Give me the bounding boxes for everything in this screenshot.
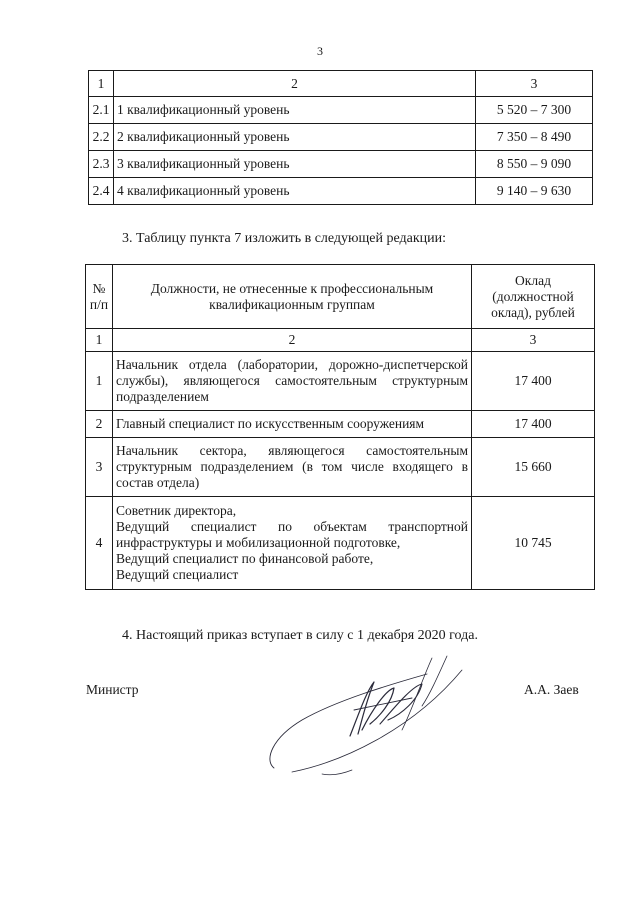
signature-stroke bbox=[292, 670, 462, 772]
qualification-level: 4 квалификационный уровень bbox=[114, 178, 476, 205]
position-line: Советник директора, bbox=[116, 503, 237, 518]
table-row bbox=[86, 497, 595, 590]
salary-value: 17 400 bbox=[472, 411, 595, 438]
table-row bbox=[89, 97, 593, 124]
table-row bbox=[89, 151, 593, 178]
salary-range: 8 550 – 9 090 bbox=[476, 151, 593, 178]
position-line: Ведущий специалист bbox=[116, 567, 239, 582]
header-number-cell: № п/п bbox=[86, 265, 113, 329]
position-line: Ведущий специалист по финансовой работе, bbox=[116, 551, 374, 566]
signature-stroke bbox=[380, 684, 422, 724]
position-line: Ведущий специалист по объектам транспортной инфраструктуры и мобилизационной подготовке, bbox=[116, 519, 468, 550]
table-row bbox=[86, 352, 595, 411]
row-number: 2.3 bbox=[89, 151, 114, 178]
salary-value: 15 660 bbox=[472, 438, 595, 497]
row-number: 4 bbox=[86, 497, 113, 590]
position-title: Начальник сектора, являющегося самостоятельным структурным подразделением (в том числе входящего в состав отдела) bbox=[113, 438, 472, 497]
signature-stroke bbox=[350, 682, 374, 736]
page-number: 3 bbox=[317, 44, 323, 58]
header-cell: 3 bbox=[476, 71, 593, 97]
row-number: 2.2 bbox=[89, 124, 114, 151]
table-row bbox=[86, 411, 595, 438]
row-number: 3 bbox=[86, 438, 113, 497]
row-number: 2.4 bbox=[89, 178, 114, 205]
column-number: 3 bbox=[472, 329, 595, 352]
row-number: 2 bbox=[86, 411, 113, 438]
table-row bbox=[89, 124, 593, 151]
header-position-cell: Должности, не отнесенные к профессиональным квалификационным группам bbox=[113, 265, 472, 329]
header-salary-cell: Оклад (должностной оклад), рублей bbox=[472, 265, 595, 329]
table-header-row bbox=[86, 265, 595, 329]
handwritten-signature-icon bbox=[262, 650, 482, 780]
header-cell: 1 bbox=[89, 71, 114, 97]
salary-value: 10 745 bbox=[472, 497, 595, 590]
positions-salary-table bbox=[85, 264, 595, 590]
qualification-levels-table bbox=[88, 70, 593, 205]
salary-range: 9 140 – 9 630 bbox=[476, 178, 593, 205]
row-number: 2.1 bbox=[89, 97, 114, 124]
salary-range: 7 350 – 8 490 bbox=[476, 124, 593, 151]
row-number: 1 bbox=[86, 352, 113, 411]
header-cell: 2 bbox=[114, 71, 476, 97]
paragraph-3: 3. Таблицу пункта 7 изложить в следующей редакции: bbox=[122, 231, 447, 246]
column-number: 2 bbox=[113, 329, 472, 352]
signer-title: Министр bbox=[86, 682, 139, 697]
qualification-level: 2 квалификационный уровень bbox=[114, 124, 476, 151]
signer-name: А.А. Заев bbox=[524, 682, 579, 697]
qualification-level: 1 квалификационный уровень bbox=[114, 97, 476, 124]
table-row bbox=[89, 178, 593, 205]
table-header-row bbox=[89, 71, 593, 97]
salary-value: 17 400 bbox=[472, 352, 595, 411]
position-title: Начальник отдела (лаборатории, дорожно-диспетчерской службы), являющегося самостоятельным структурным подразделением bbox=[113, 352, 472, 411]
signature-stroke bbox=[322, 770, 352, 775]
position-title-list bbox=[113, 497, 472, 590]
position-title: Главный специалист по искусственным сооружениям bbox=[113, 411, 472, 438]
column-number: 1 bbox=[86, 329, 113, 352]
table-row bbox=[86, 438, 595, 497]
qualification-level: 3 квалификационный уровень bbox=[114, 151, 476, 178]
paragraph-4: 4. Настоящий приказ вступает в силу с 1 декабря 2020 года. bbox=[122, 628, 478, 643]
column-numbering-row bbox=[86, 329, 595, 352]
salary-range: 5 520 – 7 300 bbox=[476, 97, 593, 124]
